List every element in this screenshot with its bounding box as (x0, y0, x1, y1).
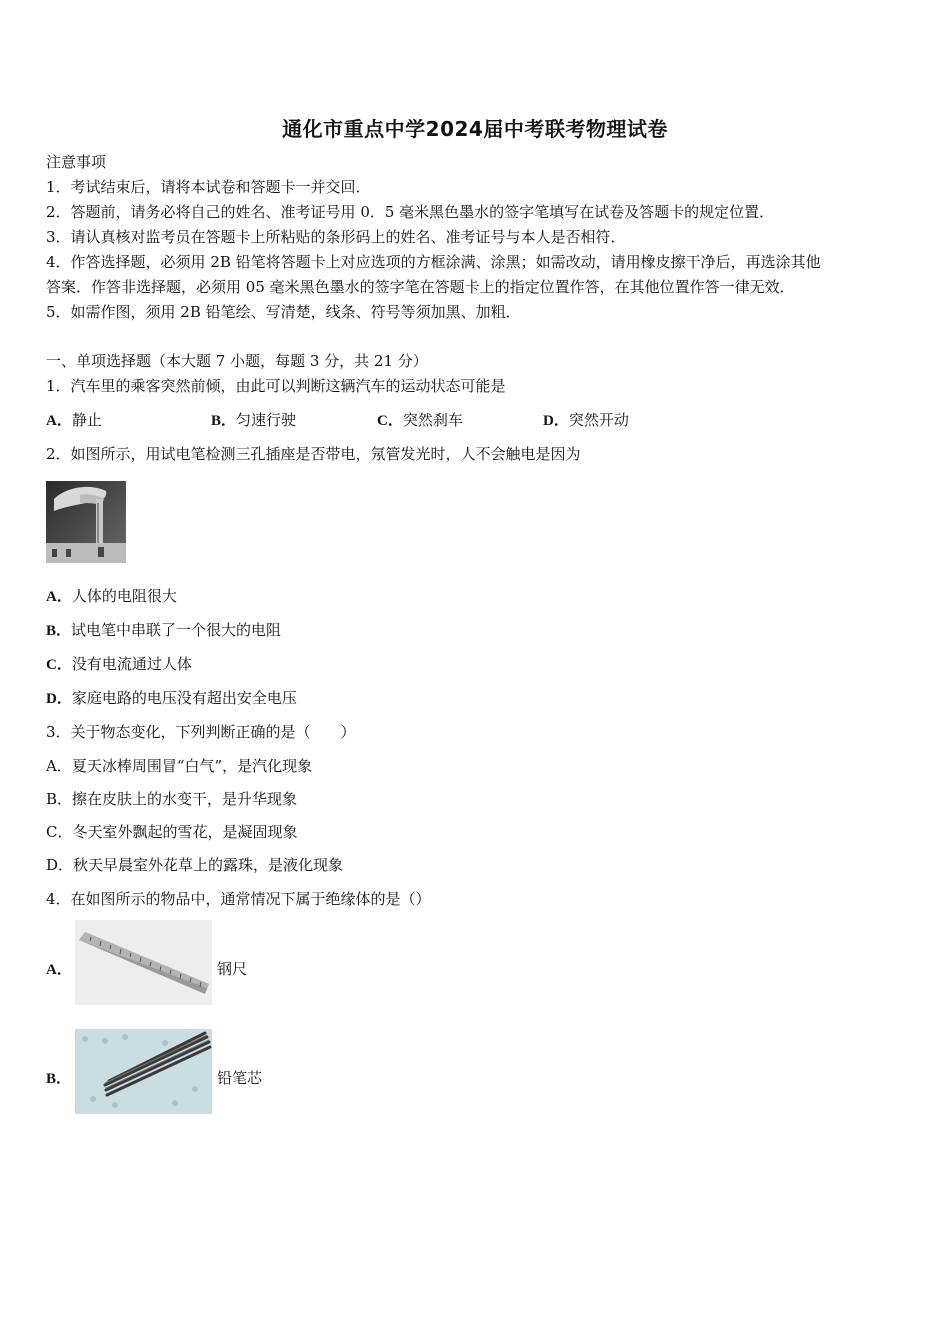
q3-option-b (46, 789, 297, 809)
option-text: 秋天早晨室外花草上的露珠，是液化现象 (73, 856, 344, 874)
question-1-stem: 1．汽车里的乘客突然前倾，由此可以判断这辆汽车的运动状态可能是 (46, 377, 506, 395)
option-key: D． (46, 856, 74, 874)
q4-option-b-text (217, 1068, 262, 1088)
option-text: 擦在皮肤上的水变干，是升华现象 (72, 790, 298, 808)
option-key: C． (377, 413, 403, 429)
option-key: D． (543, 413, 569, 429)
notice-item: 3．请认真核对监考员在答题卡上所粘贴的条形码上的姓名、准考证号与本人是否相符． (46, 228, 626, 246)
notice-item: 2．答题前，请务必将自己的姓名、准考证号用 0．5 毫米黑色墨水的签字笔填写在试卷及答题卡的规定位置． (46, 203, 775, 221)
option-text: 静止 (71, 411, 102, 429)
q4-option-a-text (217, 959, 247, 979)
page-title: 通化市重点中学2024届中考联考物理试卷 (282, 117, 668, 141)
notice-heading: 注意事项 (46, 153, 107, 171)
pencil-lead-photo (75, 1029, 212, 1114)
option-text: 匀速行驶 (236, 411, 297, 429)
q3-option-d (46, 855, 343, 875)
q1-option-b (211, 410, 296, 431)
q1-option-a (46, 410, 102, 431)
option-key: B． (46, 1071, 72, 1087)
option-text: 突然刹车 (402, 411, 463, 429)
q2-option-b (46, 620, 281, 641)
option-key: B． (211, 413, 237, 429)
q4-option-b-key (46, 1068, 71, 1089)
question-3-stem: 3．关于物态变化，下列判断正确的是（ ） (46, 723, 356, 741)
question-4-stem: 4．在如图所示的物品中，通常情况下属于绝缘体的是（） (46, 890, 431, 908)
option-key: A． (46, 962, 72, 978)
section-heading: 一、单项选择题（本大题 7 小题，每题 3 分，共 21 分） (46, 352, 428, 370)
q2-option-c (46, 654, 192, 675)
option-key: A． (46, 757, 72, 775)
test-pen-photo (46, 481, 126, 563)
option-key: B． (46, 623, 72, 639)
notice-item: 4．作答选择题，必须用 2B 铅笔将答题卡上对应选项的方框涂满、涂黑；如需改动，请用橡皮擦干净后，再选涂其他 (46, 253, 821, 271)
option-text: 没有电流通过人体 (71, 655, 192, 673)
option-key: D． (46, 691, 72, 707)
q1-option-d (543, 410, 629, 431)
option-text: 铅笔芯 (217, 1069, 263, 1087)
option-text: 人体的电阻很大 (71, 587, 177, 605)
notice-item: 1．考试结束后，请将本试卷和答题卡一并交回． (46, 178, 371, 196)
option-text: 冬天室外飘起的雪花，是凝固现象 (72, 823, 298, 841)
question-2-stem: 2．如图所示，用试电笔检测三孔插座是否带电，氖管发光时，人不会触电是因为 (46, 445, 581, 463)
option-text: 夏天冰棒周围冒“白气”，是汽化现象 (71, 757, 313, 775)
q3-option-a (46, 756, 312, 776)
notice-item: 5．如需作图，须用 2B 铅笔绘、写清楚，线条、符号等须加黑、加粗． (46, 303, 521, 321)
q2-option-d (46, 688, 297, 709)
q3-option-c (46, 822, 298, 842)
option-text: 钢尺 (217, 960, 248, 978)
q1-option-c (377, 410, 463, 431)
option-text: 家庭电路的电压没有超出安全电压 (71, 689, 297, 707)
option-text: 试电笔中串联了一个很大的电阻 (71, 621, 282, 639)
option-text: 突然开动 (568, 411, 629, 429)
notice-item: 答案．作答非选择题，必须用 05 毫米黑色墨水的签字笔在答题卡上的指定位置作答，在其他位置作答一律无效． (46, 278, 795, 296)
q4-option-a-key (46, 959, 72, 980)
option-key: A． (46, 413, 72, 429)
option-key: C． (46, 657, 72, 673)
option-key: B． (46, 790, 73, 808)
steel-ruler-photo (75, 920, 212, 1005)
option-key: A． (46, 589, 72, 605)
option-key: C． (46, 823, 73, 841)
q2-option-a (46, 586, 177, 607)
